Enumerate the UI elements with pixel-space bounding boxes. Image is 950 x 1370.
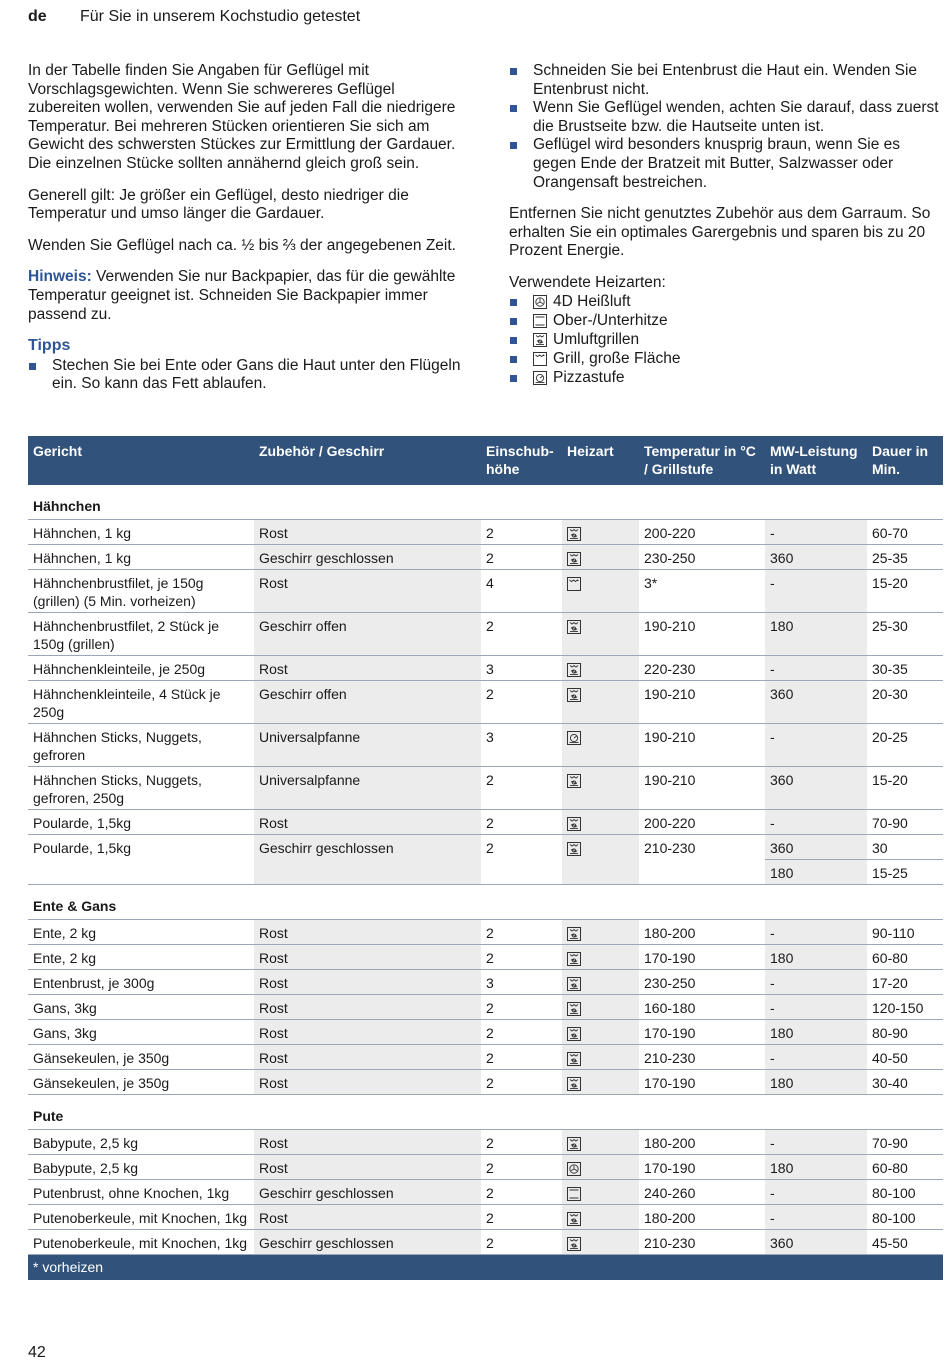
level-cell: 3	[481, 656, 562, 681]
microwave-cell: -	[765, 1130, 867, 1155]
column-header: Heizart	[562, 436, 639, 485]
level-cell: 2	[481, 920, 562, 945]
column-header: Gericht	[28, 436, 254, 485]
accessory-cell: Universalpfanne	[254, 767, 481, 810]
duration-cell: 20-25	[867, 724, 943, 767]
level-cell: 2	[481, 1020, 562, 1045]
dish-cell: Gänsekeulen, je 350g	[28, 1045, 254, 1070]
pizza-setting-icon	[533, 371, 547, 385]
microwave-cell: 180	[765, 1155, 867, 1180]
heat-mode-label: Pizzastufe	[553, 368, 625, 386]
tip-item: Wenn Sie Geflügel wenden, achten Sie darauf, dass zuerst die Brustseite bzw. die Hautseite unten ist.	[509, 99, 943, 136]
temperature-cell: 190-210	[639, 767, 765, 810]
heat-cell	[562, 1130, 639, 1155]
microwave-cell: -	[765, 810, 867, 835]
section-title: Ente & Gans	[28, 885, 943, 920]
poultry-cooking-table	[28, 436, 943, 1281]
accessory-cell: Rost	[254, 520, 481, 545]
table-row	[28, 1180, 943, 1205]
table-row	[28, 613, 943, 656]
circulated-air-grill-icon	[567, 1077, 581, 1091]
level-cell: 2	[481, 545, 562, 570]
circulated-air-grill-icon	[567, 552, 581, 566]
level-cell: 3	[481, 724, 562, 767]
table-row	[28, 570, 943, 613]
circulated-air-grill-icon	[567, 1027, 581, 1041]
heat-cell	[562, 995, 639, 1020]
heat-mode-label: Grill, große Fläche	[553, 349, 681, 367]
circulated-air-grill-icon	[567, 1002, 581, 1016]
microwave-cell: 360	[765, 545, 867, 570]
microwave-cell: -	[765, 1180, 867, 1205]
heat-cell	[562, 681, 639, 724]
heat-cell	[562, 1180, 639, 1205]
level-cell: 2	[481, 681, 562, 724]
microwave-cell: 360	[765, 681, 867, 724]
dish-cell: Putenoberkeule, mit Knochen, 1kg	[28, 1205, 254, 1230]
microwave-cell: 360	[765, 1230, 867, 1255]
accessory-cell: Rost	[254, 1070, 481, 1095]
circulated-air-grill-icon	[533, 333, 547, 347]
heat-cell	[562, 570, 639, 613]
table-row	[28, 810, 943, 835]
microwave-cell: 180	[765, 945, 867, 970]
accessory-cell: Rost	[254, 995, 481, 1020]
table-row	[28, 1045, 943, 1070]
microwave-cell: 180	[765, 1070, 867, 1095]
heat-cell	[562, 945, 639, 970]
level-cell: 2	[481, 835, 562, 885]
table-row	[28, 970, 943, 995]
temperature-cell: 170-190	[639, 945, 765, 970]
circulated-air-grill-icon	[567, 620, 581, 634]
column-header: MW-Leistung in Watt	[765, 436, 867, 485]
temperature-cell: 190-210	[639, 724, 765, 767]
hot-air-4d-icon	[567, 1162, 581, 1176]
microwave-cell: 180	[765, 860, 867, 885]
table-footer-row	[28, 1255, 943, 1281]
temperature-cell: 180-200	[639, 1205, 765, 1230]
circulated-air-grill-icon	[567, 1052, 581, 1066]
hint-label: Hinweis:	[28, 268, 92, 286]
heat-mode-label: Ober-/Unterhitze	[553, 311, 668, 329]
level-cell: 2	[481, 1045, 562, 1070]
microwave-cell: 360	[765, 835, 867, 860]
circulated-air-grill-icon	[567, 817, 581, 831]
accessory-cell: Geschirr geschlossen	[254, 835, 481, 885]
duration-cell: 60-70	[867, 520, 943, 545]
section-title: Hähnchen	[28, 485, 943, 520]
duration-cell: 30	[867, 835, 943, 860]
dish-cell: Poularde, 1,5kg	[28, 835, 254, 885]
temperature-cell: 190-210	[639, 613, 765, 656]
left-column	[28, 62, 468, 394]
dish-cell: Ente, 2 kg	[28, 920, 254, 945]
footnote: * vorheizen	[28, 1255, 943, 1281]
microwave-cell: -	[765, 724, 867, 767]
table-row	[28, 1155, 943, 1180]
heat-mode-label: Umluftgrillen	[553, 330, 640, 348]
level-cell: 4	[481, 570, 562, 613]
duration-cell: 17-20	[867, 970, 943, 995]
accessory-cell: Rost	[254, 1130, 481, 1155]
circulated-air-grill-icon	[567, 527, 581, 541]
column-header: Zubehör / Geschirr	[254, 436, 481, 485]
level-cell: 2	[481, 1130, 562, 1155]
level-cell: 2	[481, 1230, 562, 1255]
dish-cell: Hähnchen, 1 kg	[28, 520, 254, 545]
accessory-cell: Rost	[254, 920, 481, 945]
heat-mode-item	[509, 312, 943, 331]
heat-modes-title: Verwendete Heizarten:	[509, 273, 666, 291]
page-header	[28, 8, 360, 26]
table-row	[28, 724, 943, 767]
temperature-cell: 170-190	[639, 1155, 765, 1180]
microwave-cell: -	[765, 570, 867, 613]
level-cell: 2	[481, 995, 562, 1020]
dish-cell: Gans, 3kg	[28, 995, 254, 1020]
heat-cell	[562, 1155, 639, 1180]
duration-cell: 80-100	[867, 1180, 943, 1205]
header-title: Für Sie in unserem Kochstudio getestet	[80, 8, 361, 25]
microwave-cell: 180	[765, 1020, 867, 1045]
grill-large-icon	[567, 577, 581, 591]
microwave-cell: -	[765, 1045, 867, 1070]
accessory-cell: Geschirr geschlossen	[254, 1230, 481, 1255]
tip-item: Schneiden Sie bei Entenbrust die Haut ein. Wenden Sie Entenbrust nicht.	[509, 62, 943, 99]
level-cell: 2	[481, 810, 562, 835]
temperature-cell: 240-260	[639, 1180, 765, 1205]
intro-paragraph: In der Tabelle finden Sie Angaben für Geflügel mit Vorschlagsgewichten. Wenn Sie schwereres Geflügel zubereiten wollen, verwenden Sie auf jeden Fall die niedrigere Temperatur. Bei mehreren Stücken orientieren Sie sich am Gewicht des schwersten Stückes zur Ermittlung der Gardauer. Die einzelnen Stücke sollten annähernd gleich groß sein.	[28, 62, 456, 172]
temperature-cell: 3*	[639, 570, 765, 613]
dish-cell: Babypute, 2,5 kg	[28, 1155, 254, 1180]
language-code: de	[28, 8, 47, 25]
level-cell: 2	[481, 1070, 562, 1095]
duration-cell: 80-100	[867, 1205, 943, 1230]
accessory-cell: Geschirr geschlossen	[254, 1180, 481, 1205]
accessory-cell: Rost	[254, 1155, 481, 1180]
circulated-air-grill-icon	[567, 1137, 581, 1151]
heat-cell	[562, 1045, 639, 1070]
temperature-cell: 210-230	[639, 1045, 765, 1070]
heat-cell	[562, 545, 639, 570]
right-column	[509, 62, 943, 388]
temperature-cell: 170-190	[639, 1020, 765, 1045]
pizza-setting-icon	[567, 731, 581, 745]
dish-cell: Hähnchenbrustfilet, je 150g (grillen) (5 Min. vorheizen)	[28, 570, 254, 613]
temperature-cell: 200-220	[639, 520, 765, 545]
dish-cell: Putenoberkeule, mit Knochen, 1kg	[28, 1230, 254, 1255]
table-row	[28, 995, 943, 1020]
dish-cell: Hähnchen, 1 kg	[28, 545, 254, 570]
level-cell: 2	[481, 1155, 562, 1180]
hot-air-4d-icon	[533, 295, 547, 309]
duration-cell: 25-35	[867, 545, 943, 570]
dish-cell: Hähnchen Sticks, Nuggets, gefroren, 250g	[28, 767, 254, 810]
top-bottom-heat-icon	[567, 1187, 581, 1201]
level-cell: 2	[481, 767, 562, 810]
temperature-cell: 230-250	[639, 545, 765, 570]
hint-text: Verwenden Sie nur Backpapier, das für die gewählte Temperatur geeignet ist. Schneiden Sie Backpapier immer passend zu.	[28, 268, 456, 323]
dish-cell: Hähnchen Sticks, Nuggets, gefroren	[28, 724, 254, 767]
heat-cell	[562, 767, 639, 810]
duration-cell: 120-150	[867, 995, 943, 1020]
level-cell: 2	[481, 945, 562, 970]
table-row	[28, 520, 943, 545]
duration-cell: 15-20	[867, 570, 943, 613]
temperature-cell: 200-220	[639, 810, 765, 835]
microwave-cell: -	[765, 970, 867, 995]
table-row	[28, 1070, 943, 1095]
circulated-air-grill-icon	[567, 927, 581, 941]
heat-mode-item	[509, 369, 943, 388]
temperature-cell: 210-230	[639, 835, 765, 885]
section-row	[28, 885, 943, 920]
duration-cell: 90-110	[867, 920, 943, 945]
temperature-cell: 230-250	[639, 970, 765, 995]
heat-cell	[562, 1230, 639, 1255]
circulated-air-grill-icon	[567, 842, 581, 856]
tip-item: Stechen Sie bei Ente oder Gans die Haut unter den Flügeln ein. So kann das Fett ablaufen.	[28, 357, 468, 394]
duration-cell: 30-35	[867, 656, 943, 681]
dish-cell: Entenbrust, je 300g	[28, 970, 254, 995]
circulated-air-grill-icon	[567, 663, 581, 677]
table-header-row	[28, 436, 943, 485]
circulated-air-grill-icon	[567, 1237, 581, 1251]
microwave-cell: -	[765, 656, 867, 681]
circulated-air-grill-icon	[567, 977, 581, 991]
tips-title: Tipps	[28, 337, 71, 355]
microwave-cell: -	[765, 995, 867, 1020]
accessory-cell: Rost	[254, 1205, 481, 1230]
heat-mode-label: 4D Heißluft	[553, 292, 631, 310]
level-cell: 3	[481, 970, 562, 995]
circulated-air-grill-icon	[567, 774, 581, 788]
table-row	[28, 945, 943, 970]
microwave-cell: 180	[765, 613, 867, 656]
temperature-cell: 160-180	[639, 995, 765, 1020]
heat-cell	[562, 920, 639, 945]
dish-cell: Gänsekeulen, je 350g	[28, 1070, 254, 1095]
section-row	[28, 485, 943, 520]
level-cell: 2	[481, 1205, 562, 1230]
accessory-cell: Geschirr offen	[254, 681, 481, 724]
accessory-cell: Geschirr geschlossen	[254, 545, 481, 570]
heat-modes-list	[509, 293, 943, 388]
table-row	[28, 1130, 943, 1155]
table-row	[28, 835, 943, 860]
section-title: Pute	[28, 1095, 943, 1130]
tip-item: Geflügel wird besonders knusprig braun, wenn Sie es gegen Ende der Bratzeit mit Butter, Salzwasser oder Orangensaft bestreichen.	[509, 136, 943, 192]
duration-cell: 15-20	[867, 767, 943, 810]
temperature-cell: 180-200	[639, 1130, 765, 1155]
accessory-cell: Rost	[254, 970, 481, 995]
circulated-air-grill-icon	[567, 952, 581, 966]
column-header: Temperatur in °C / Grillstufe	[639, 436, 765, 485]
table-row	[28, 681, 943, 724]
microwave-cell: -	[765, 1205, 867, 1230]
heat-cell	[562, 724, 639, 767]
duration-cell: 30-40	[867, 1070, 943, 1095]
accessory-cell: Rost	[254, 810, 481, 835]
heat-cell	[562, 835, 639, 885]
heat-cell	[562, 810, 639, 835]
grill-large-icon	[533, 352, 547, 366]
column-header: Dauer in Min.	[867, 436, 943, 485]
table-row	[28, 920, 943, 945]
heat-mode-item	[509, 331, 943, 350]
duration-cell: 40-50	[867, 1045, 943, 1070]
circulated-air-grill-icon	[567, 1212, 581, 1226]
duration-cell: 70-90	[867, 810, 943, 835]
microwave-cell: -	[765, 920, 867, 945]
accessory-cell: Rost	[254, 1045, 481, 1070]
energy-paragraph: Entfernen Sie nicht genutztes Zubehör aus dem Garraum. So erhalten Sie ein optimales Garergebnis und sparen bis zu 20 Prozent Energie.	[509, 205, 931, 260]
temperature-cell: 210-230	[639, 1230, 765, 1255]
temperature-cell: 190-210	[639, 681, 765, 724]
temperature-cell: 220-230	[639, 656, 765, 681]
heat-cell	[562, 613, 639, 656]
temperature-cell: 180-200	[639, 920, 765, 945]
heat-cell	[562, 1070, 639, 1095]
duration-cell: 20-30	[867, 681, 943, 724]
heat-cell	[562, 1020, 639, 1045]
heat-cell	[562, 520, 639, 545]
table-row	[28, 1020, 943, 1045]
table-row	[28, 545, 943, 570]
accessory-cell: Universalpfanne	[254, 724, 481, 767]
table-row	[28, 1230, 943, 1255]
heat-cell	[562, 1205, 639, 1230]
table-row	[28, 767, 943, 810]
table-row	[28, 656, 943, 681]
duration-cell: 70-90	[867, 1130, 943, 1155]
duration-cell: 25-30	[867, 613, 943, 656]
circulated-air-grill-icon	[567, 688, 581, 702]
dish-cell: Babypute, 2,5 kg	[28, 1130, 254, 1155]
level-cell: 2	[481, 520, 562, 545]
dish-cell: Gans, 3kg	[28, 1020, 254, 1045]
accessory-cell: Rost	[254, 570, 481, 613]
dish-cell: Hähnchenkleinteile, 4 Stück je 250g	[28, 681, 254, 724]
dish-cell: Hähnchenbrustfilet, 2 Stück je 150g (grillen)	[28, 613, 254, 656]
dish-cell: Poularde, 1,5kg	[28, 810, 254, 835]
turn-paragraph: Wenden Sie Geflügel nach ca. ½ bis ⅔ der angegebenen Zeit.	[28, 236, 456, 254]
duration-cell: 15-25	[867, 860, 943, 885]
level-cell: 2	[481, 1180, 562, 1205]
dish-cell: Putenbrust, ohne Knochen, 1kg	[28, 1180, 254, 1205]
heat-mode-item	[509, 293, 943, 312]
temperature-cell: 170-190	[639, 1070, 765, 1095]
hint-paragraph	[28, 268, 468, 324]
heat-cell	[562, 970, 639, 995]
duration-cell: 60-80	[867, 945, 943, 970]
dish-cell: Ente, 2 kg	[28, 945, 254, 970]
duration-cell: 60-80	[867, 1155, 943, 1180]
accessory-cell: Rost	[254, 656, 481, 681]
page-number: 42	[28, 1344, 46, 1361]
accessory-cell: Rost	[254, 945, 481, 970]
dish-cell: Hähnchenkleinteile, je 250g	[28, 656, 254, 681]
column-header: Einschub-höhe	[481, 436, 562, 485]
general-rule-paragraph: Generell gilt: Je größer ein Geflügel, desto niedriger die Temperatur und umso länger die Gardauer.	[28, 186, 409, 223]
top-bottom-heat-icon	[533, 314, 547, 328]
heat-mode-item	[509, 350, 943, 369]
accessory-cell: Rost	[254, 1020, 481, 1045]
microwave-cell: 360	[765, 767, 867, 810]
section-row	[28, 1095, 943, 1130]
table-row	[28, 1205, 943, 1230]
accessory-cell: Geschirr offen	[254, 613, 481, 656]
level-cell: 2	[481, 613, 562, 656]
duration-cell: 80-90	[867, 1020, 943, 1045]
duration-cell: 45-50	[867, 1230, 943, 1255]
microwave-cell: -	[765, 520, 867, 545]
heat-cell	[562, 656, 639, 681]
